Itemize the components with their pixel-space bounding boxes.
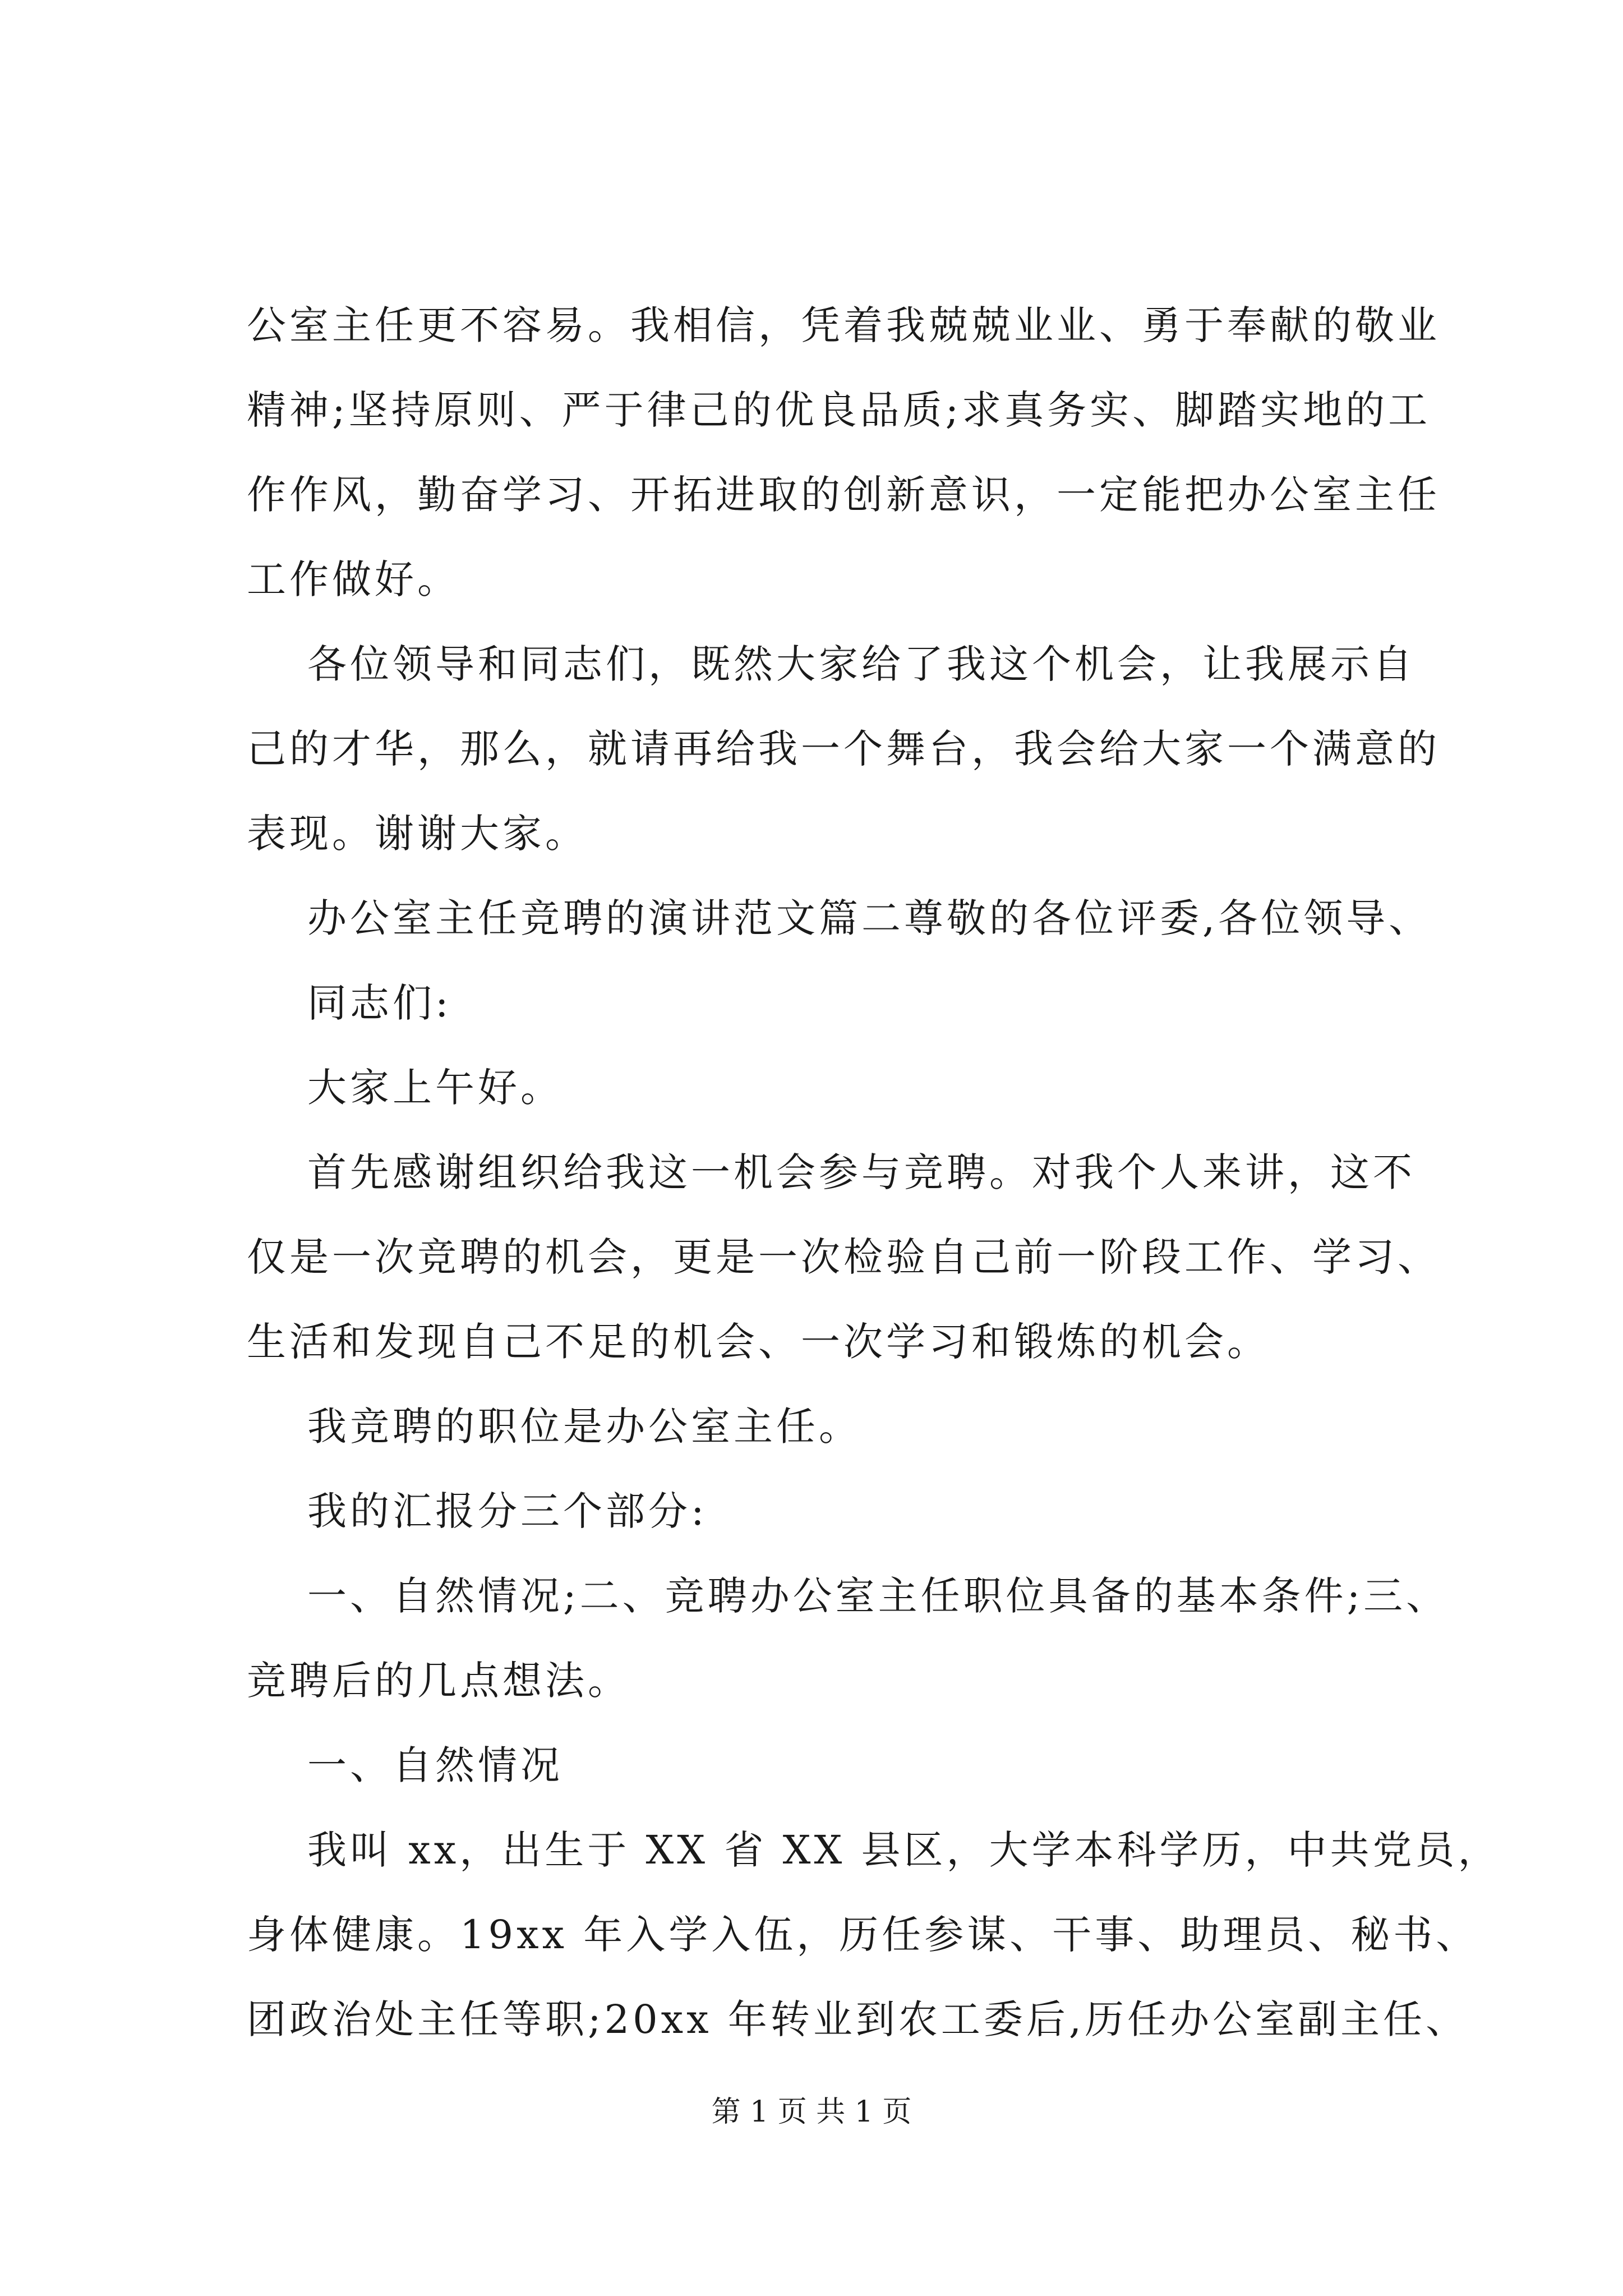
text-line-9: 同志们:: [307, 980, 452, 1026]
text-line-11: 首先感谢组织给我这一机会参与竞聘。对我个人来讲，这不: [307, 1149, 1415, 1195]
page-footer: 第 1 页 共 1 页: [711, 2095, 912, 2129]
text-line-19: 我叫 xx，出生于 XX 省 XX 县区，大学本科学历，中共党员，: [307, 1827, 1501, 1873]
text-line-15: 我的汇报分三个部分:: [307, 1488, 708, 1534]
text-line-18: 一、自然情况: [307, 1742, 563, 1788]
text-line-14: 我竞聘的职位是办公室主任。: [307, 1404, 861, 1450]
text-line-6: 己的才华，那么，就请再给我一个舞台，我会给大家一个满意的: [247, 726, 1440, 772]
text-line-17: 竞聘后的几点想法。: [247, 1658, 630, 1704]
text-line-16: 一、自然情况;二、竞聘办公室主任职位具备的基本条件;三、: [307, 1573, 1449, 1619]
text-line-1: 公室主任更不容易。我相信，凭着我兢兢业业、勇于奉献的敬业: [247, 302, 1440, 348]
text-line-20: 身体健康。19xx 年入学入伍，历任参谋、干事、助理员、秘书、: [247, 1912, 1479, 1958]
text-line-21: 团政治处主任等职;20xx 年转业到农工委后,历任办公室副主任、: [247, 1996, 1469, 2042]
text-line-5: 各位领导和同志们，既然大家给了我这个机会，让我展示自: [307, 641, 1415, 687]
text-line-4: 工作做好。: [247, 556, 460, 602]
text-line-3: 作作风，勤奋学习、开拓进取的创新意识，一定能把办公室主任: [247, 472, 1440, 518]
text-line-7: 表现。谢谢大家。: [247, 811, 588, 857]
text-line-12: 仅是一次竞聘的机会，更是一次检验自己前一阶段工作、学习、: [247, 1234, 1440, 1280]
text-line-10: 大家上午好。: [307, 1065, 563, 1111]
text-line-2: 精神;坚持原则、严于律己的优良品质;求真务实、脚踏实地的工: [247, 387, 1431, 433]
text-line-13: 生活和发现自己不足的机会、一次学习和锻炼的机会。: [247, 1319, 1270, 1365]
text-line-8: 办公室主任竞聘的演讲范文篇二尊敬的各位评委,各位领导、: [307, 895, 1432, 941]
